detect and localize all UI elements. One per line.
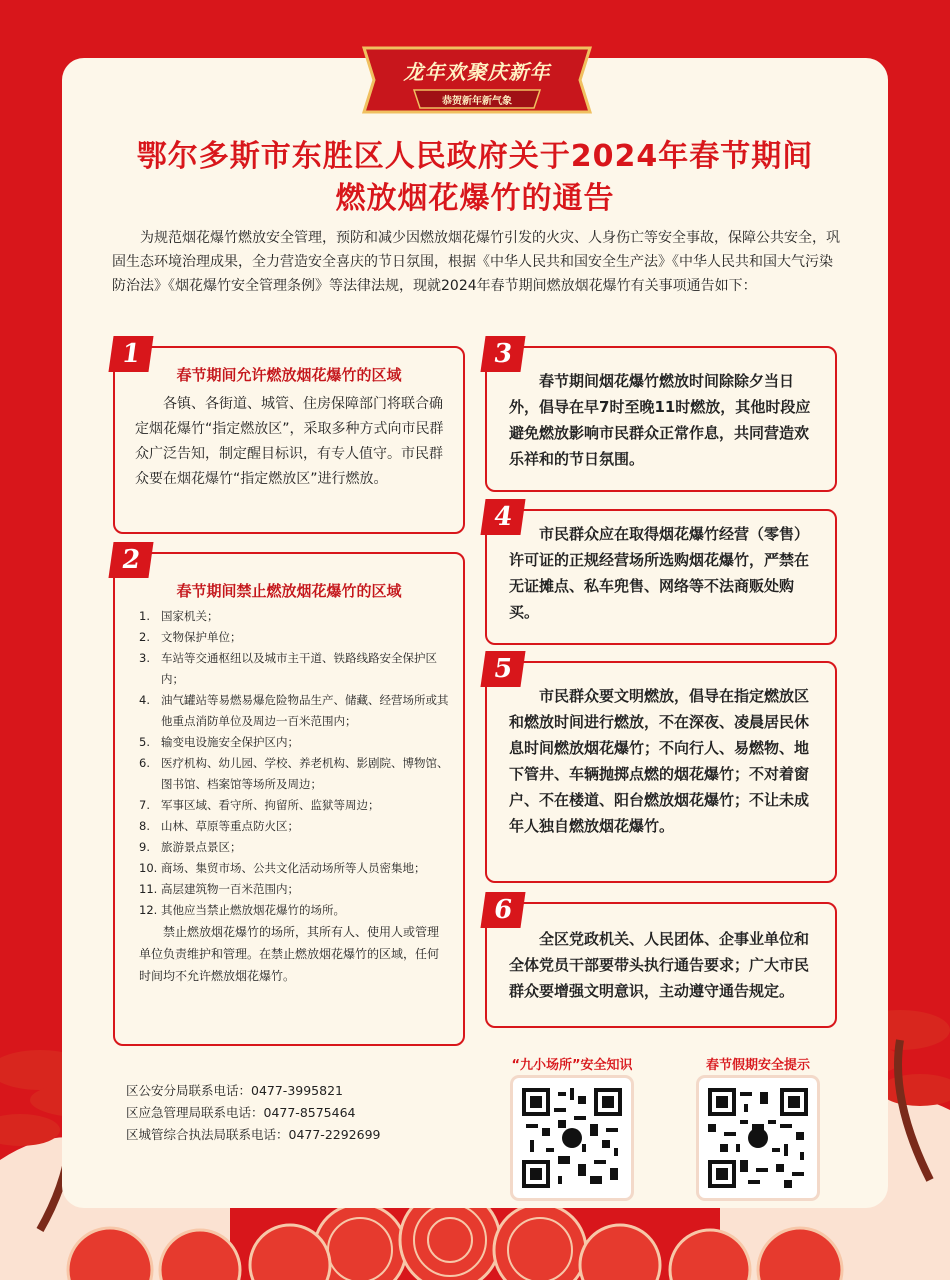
title-line-1: 鄂尔多斯市东胜区人民政府关于2024年春节期间 bbox=[136, 139, 814, 174]
section-heading: 春节期间允许燃放烟花爆竹的区域 bbox=[176, 366, 402, 384]
item-text: 车站等交通枢纽以及城市主干道、铁路线路安全保护区内； bbox=[161, 651, 437, 686]
section-4-text: 市民群众应在取得烟花爆竹经营（零售）许可证的正规经营场所选购烟花爆竹，严禁在无证摊点、私车兜售、网络等不法商贩处购买。 bbox=[509, 525, 810, 621]
qr-icon bbox=[522, 1088, 622, 1188]
section-3 bbox=[485, 339, 837, 492]
list-item bbox=[139, 606, 449, 627]
section-list-wrap bbox=[139, 606, 449, 987]
forbidden-area-list bbox=[139, 606, 449, 921]
item-number: 8. bbox=[139, 819, 150, 833]
section-number: 5 bbox=[480, 651, 525, 687]
item-number: 10. bbox=[139, 861, 158, 875]
list-item bbox=[139, 795, 449, 816]
section-number: 3 bbox=[480, 336, 525, 372]
list-item bbox=[139, 753, 449, 795]
item-number: 6. bbox=[139, 756, 150, 770]
page-title bbox=[80, 136, 870, 220]
section-5-text: 市民群众要文明燃放，倡导在指定燃放区和燃放时间进行燃放，不在深夜、凌晨居民休息时间燃放烟花爆竹；不向行人、易燃物、地下管井、车辆抛掷点燃的烟花爆竹；不对着窗户、不在楼道、阳台燃放烟花爆竹；不让未成年人独自燃放烟花爆竹。 bbox=[509, 687, 810, 835]
list-item bbox=[139, 732, 449, 753]
section-number: 4 bbox=[480, 499, 525, 535]
item-number: 3. bbox=[139, 651, 150, 665]
list-item bbox=[139, 627, 449, 648]
list-item bbox=[139, 837, 449, 858]
qr-code-safety-knowledge[interactable] bbox=[513, 1078, 631, 1198]
section-text bbox=[509, 926, 821, 1004]
item-number: 9. bbox=[139, 840, 150, 854]
section-text bbox=[509, 368, 821, 472]
item-text: 高层建筑物一百米范围内； bbox=[161, 882, 299, 896]
section-heading: 春节期间禁止燃放烟花爆竹的区域 bbox=[176, 582, 402, 600]
qr-icon bbox=[708, 1088, 808, 1188]
section-4 bbox=[485, 502, 837, 645]
list-item bbox=[139, 690, 449, 732]
list-item bbox=[139, 900, 449, 921]
list-item bbox=[139, 858, 449, 879]
item-text: 油气罐站等易燃易爆危险物品生产、储藏、经营场所或其他重点消防单位及周边一百米范围内； bbox=[161, 693, 449, 728]
section-text bbox=[509, 521, 821, 625]
section-text bbox=[135, 392, 447, 492]
section-number: 1 bbox=[108, 336, 153, 372]
item-text: 输变电设施安全保护区内； bbox=[161, 735, 299, 749]
item-text: 文物保护单位； bbox=[161, 630, 242, 644]
section-1-text: 各镇、各街道、城管、住房保障部门将联合确定烟花爆竹“指定燃放区”，采取多种方式向市民群众广泛告知，制定醒目标识，有专人值守。市民群众要在烟花爆竹“指定燃放区”进行燃放。 bbox=[135, 396, 444, 487]
banner-title: 龙年欢聚庆新年 bbox=[403, 60, 551, 84]
item-text: 商场、集贸市场、公共文化活动场所等人员密集地； bbox=[161, 861, 426, 875]
item-text: 医疗机构、幼儿园、学校、养老机构、影剧院、博物馆、图书馆、档案馆等场所及周边； bbox=[161, 756, 449, 791]
section-6-text: 全区党政机关、人民团体、企事业单位和全体党员干部要带头执行通告要求；广大市民群众要增强文明意识，主动遵守通告规定。 bbox=[509, 930, 810, 1000]
item-text: 军事区域、看守所、拘留所、监狱等周边； bbox=[161, 798, 380, 812]
item-text: 国家机关； bbox=[161, 609, 219, 623]
banner-subtitle: 恭贺新年新气象 bbox=[442, 96, 512, 107]
list-item bbox=[139, 816, 449, 837]
section-2 bbox=[113, 545, 465, 1046]
qr-label-holiday-safety: 春节假期安全提示 bbox=[705, 1058, 810, 1073]
section-1 bbox=[113, 339, 465, 534]
intro-paragraph bbox=[112, 226, 840, 298]
list-item bbox=[139, 648, 449, 690]
list-item bbox=[139, 879, 449, 900]
new-year-banner bbox=[354, 38, 600, 122]
section-number: 6 bbox=[480, 892, 525, 928]
section-3-text: 春节期间烟花爆竹燃放时间除除夕当日外，倡导在早7时至晚11时燃放，其他时段应避免燃放影响市民群众正常作息，共同营造欢乐祥和的节日氛围。 bbox=[509, 372, 811, 468]
contact-urban-management: 区城管综合执法局联系电话：0477-2292699 bbox=[126, 1127, 381, 1142]
section-5 bbox=[485, 654, 837, 883]
item-number: 4. bbox=[139, 693, 150, 707]
item-text: 山林、草原等重点防火区； bbox=[161, 819, 299, 833]
item-number: 2. bbox=[139, 630, 150, 644]
item-number: 7. bbox=[139, 798, 150, 812]
item-number: 1. bbox=[139, 609, 150, 623]
section-6 bbox=[485, 895, 837, 1028]
section-text bbox=[509, 683, 821, 839]
qr-label-safety-knowledge: “九小场所”安全知识 bbox=[511, 1058, 633, 1073]
item-number: 5. bbox=[139, 735, 150, 749]
section-2-note: 禁止燃放烟花爆竹的场所，其所有人、使用人或管理单位负责维护和管理。在禁止燃放烟花爆竹的区域，任何时间均不允许燃放烟花爆竹。 bbox=[139, 925, 440, 983]
intro-text: 为规范烟花爆竹燃放安全管理，预防和减少因燃放烟花爆竹引发的火灾、人身伤亡等安全事故，保障公共安全，巩固生态环境治理成果，全力营造安全喜庆的节日氛围，根据《中华人民共和国安全生产法》《中华人民共和国大气污染防治法》《烟花爆竹安全管理条例》等法律法规，现就2024年春节期间燃放烟花爆竹有关事项通告如下： bbox=[112, 230, 840, 294]
qr-code-holiday-safety[interactable] bbox=[699, 1078, 817, 1198]
item-number: 11. bbox=[139, 882, 158, 896]
item-number: 12. bbox=[139, 903, 158, 917]
item-text: 其他应当禁止燃放烟花爆竹的场所。 bbox=[161, 903, 345, 917]
section-number: 2 bbox=[108, 542, 153, 578]
title-line-2: 燃放烟花爆竹的通告 bbox=[335, 181, 615, 216]
item-text: 旅游景点景区； bbox=[161, 840, 242, 854]
contact-list bbox=[126, 1080, 381, 1146]
contact-emergency: 区应急管理局联系电话：0477-8575464 bbox=[126, 1105, 356, 1120]
contact-police: 区公安分局联系电话：0477-3995821 bbox=[126, 1083, 343, 1098]
